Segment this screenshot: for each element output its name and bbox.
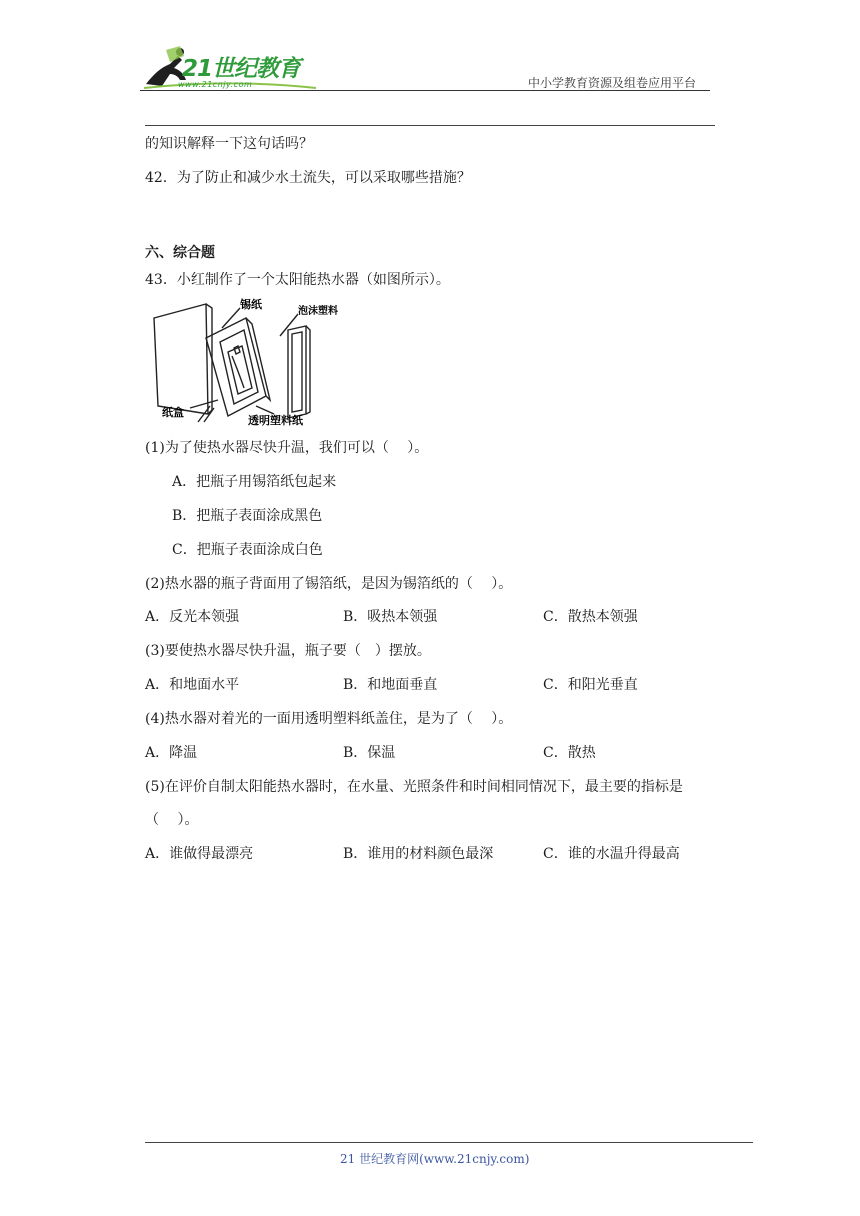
question-42: 42．为了防止和减少水土流失，可以采取哪些措施？ [145, 170, 471, 186]
footer-divider [145, 1142, 753, 1143]
sub5-option-c: C．谁的水温升得最高 [543, 846, 680, 862]
sub-question-5: (5)在评价自制太阳能热水器时，在水量、光照条件和时间相同情况下，最主要的指标是 [145, 779, 683, 795]
question-43: 43．小红制作了一个太阳能热水器（如图所示）。 [145, 272, 450, 288]
section-title: 六、综合题 [145, 245, 215, 261]
sub-question-5-cont: （ ）。 [145, 812, 199, 828]
sub-question-4: (4)热水器对着光的一面用透明塑料纸盖住，是为了（ ）。 [145, 711, 513, 727]
sub4-option-b: B．保温 [343, 745, 396, 761]
sub3-option-a: A．和地面水平 [145, 677, 240, 693]
label-tin-foil: 锡纸 [240, 298, 262, 311]
sub5-option-a: A．谁做得最漂亮 [145, 846, 254, 862]
label-foam: 泡沫塑料 [298, 306, 338, 317]
label-film: 透明塑料纸 [248, 414, 303, 426]
sub-question-3: (3)要使热水器尽快升温，瓶子要（ ）摆放。 [145, 643, 431, 659]
solar-heater-figure [148, 296, 358, 426]
sub1-option-c: C．把瓶子表面涂成白色 [172, 542, 323, 558]
logo-url: www.21cnjy.com [178, 80, 253, 89]
sub5-option-b: B．谁用的材料颜色最深 [343, 846, 494, 862]
sub1-option-a: A．把瓶子用锡箔纸包起来 [172, 474, 337, 490]
sub3-option-c: C．和阳光垂直 [543, 677, 638, 693]
label-box: 纸盒 [162, 406, 184, 419]
sub-question-2: (2)热水器的瓶子背面用了锡箔纸，是因为锡箔纸的（ ）。 [145, 576, 513, 592]
sub-question-1: (1)为了使热水器尽快升温，我们可以（ ）。 [145, 440, 429, 456]
solar-heater-drawing [148, 296, 358, 426]
sub2-option-a: A．反光本领强 [145, 609, 240, 625]
sub2-option-b: B．吸热本领强 [343, 609, 438, 625]
sub2-option-c: C．散热本领强 [543, 609, 638, 625]
text-continuation: 的知识解释一下这句话吗？ [145, 136, 313, 152]
sub4-option-a: A．降温 [145, 745, 198, 761]
sub4-option-c: C．散热 [543, 745, 596, 761]
content-divider [145, 125, 715, 126]
sub1-option-b: B．把瓶子表面涂成黑色 [172, 508, 323, 524]
platform-title: 中小学教育资源及组卷应用平台 [528, 76, 697, 90]
logo-text: 21世纪教育 [182, 56, 301, 82]
header-divider [140, 90, 710, 91]
footer-link[interactable]: 21 世纪教育网(www.21cnjy.com) [340, 1152, 530, 1166]
sub3-option-b: B．和地面垂直 [343, 677, 438, 693]
